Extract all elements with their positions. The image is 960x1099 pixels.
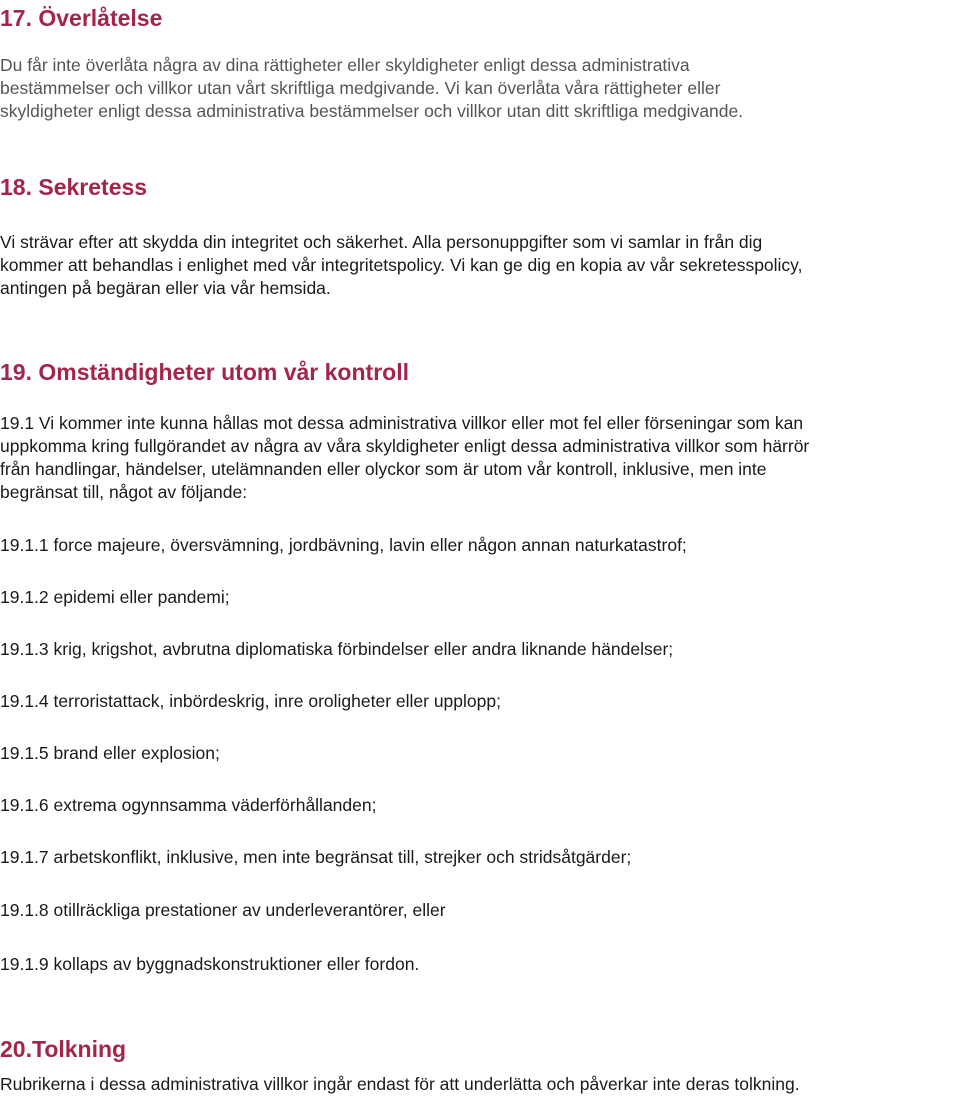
- section-19-heading: 19. Omständigheter utom vår kontroll: [0, 359, 409, 385]
- section-18-line: antingen på begäran eller via vår hemsida.: [0, 278, 331, 298]
- list-item: 19.1.6 extrema ogynnsamma väderförhållanden;: [0, 795, 377, 815]
- section-19-line: begränsat till, något av följande:: [0, 482, 248, 502]
- section-18-body: [0, 231, 803, 300]
- section-19-body: [0, 412, 809, 504]
- section-19-line: från handlingar, händelser, utelämnanden eller olyckor som är utom vår kontroll, inklusive, men inte: [0, 459, 767, 479]
- list-item: 19.1.7 arbetskonflikt, inklusive, men inte begränsat till, strejker och stridsåtgärder;: [0, 847, 632, 867]
- section-17-heading: 17. Överlåtelse: [0, 5, 163, 31]
- list-item: 19.1.1 force majeure, översvämning, jordbävning, lavin eller någon annan naturkatastrof;: [0, 535, 687, 555]
- list-item: 19.1.4 terroristattack, inbördeskrig, inre oroligheter eller upplopp;: [0, 691, 501, 711]
- section-19-line: 19.1 Vi kommer inte kunna hållas mot dessa administrativa villkor eller mot fel eller förseningar som kan: [0, 413, 804, 433]
- section-18-line: Vi strävar efter att skydda din integritet och säkerhet. Alla personuppgifter som vi samlar in från dig: [0, 232, 763, 252]
- section-20-body: [0, 1073, 800, 1096]
- list-item: 19.1.3 krig, krigshot, avbrutna diplomatiska förbindelser eller andra liknande händelser;: [0, 639, 674, 659]
- list-item: 19.1.8 otillräckliga prestationer av underleverantörer, eller: [0, 900, 446, 920]
- section-20-line: Rubrikerna i dessa administrativa villkor ingår endast för att underlätta och påverkar inte deras tolkning.: [0, 1074, 800, 1094]
- list-item: 19.1.9 kollaps av byggnadskonstruktioner eller fordon.: [0, 954, 420, 974]
- section-17-line: skyldigheter enligt dessa administrativa bestämmelser och villkor utan ditt skriftliga medgivande.: [0, 101, 744, 121]
- list-item: 19.1.2 epidemi eller pandemi;: [0, 587, 230, 607]
- list-item: 19.1.5 brand eller explosion;: [0, 743, 220, 763]
- section-19-line: uppkomma kring fullgörandet av några av våra skyldigheter enligt dessa administrativa villkor som härrör: [0, 436, 810, 456]
- section-18-line: kommer att behandlas i enlighet med vår integritetspolicy. Vi kan ge dig en kopia av vår sekretesspolicy,: [0, 255, 803, 275]
- section-18-heading: 18. Sekretess: [0, 174, 148, 200]
- section-20-heading: 20.Tolkning: [0, 1036, 127, 1062]
- section-17-line: Du får inte överlåta några av dina rättigheter eller skyldigheter enligt dessa administrativa: [0, 55, 690, 75]
- section-17-body: [0, 54, 743, 123]
- section-17-line: bestämmelser och villkor utan vårt skriftliga medgivande. Vi kan överlåta våra rättigheter eller: [0, 78, 721, 98]
